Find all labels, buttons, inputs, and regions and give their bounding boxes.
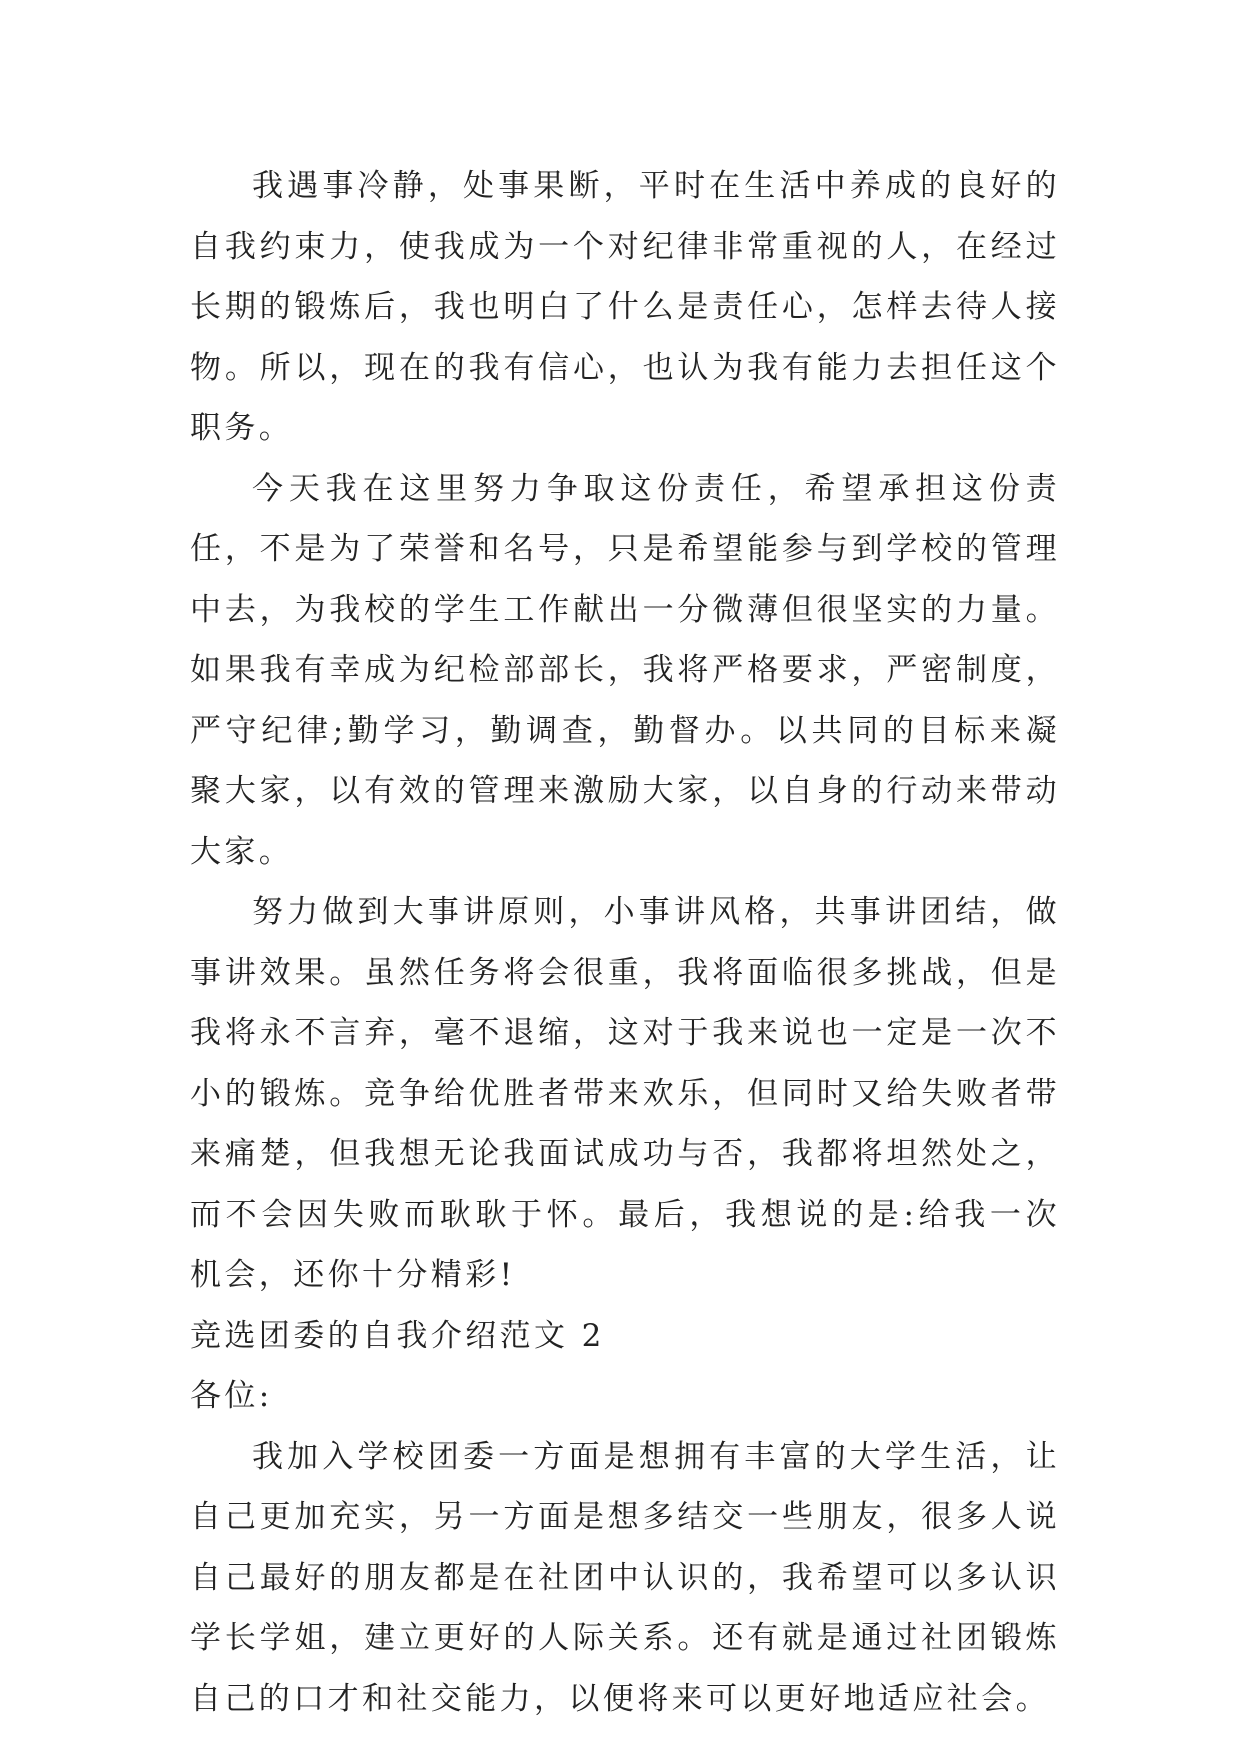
paragraph-responsibility: 今天我在这里努力争取这份责任，希望承担这份责任，不是为了荣誉和名号，只是希望能参与到学校的管理中去，为我校的学生工作献出一分微薄但很坚实的力量。如果我有幸成为纪检部部长，我将严格要求，严密制度，严守纪律;勤学习，勤调查，勤督办。以共同的目标来凝聚大家，以有效的管理来激励大家，以自身的行动来带动大家。 xyxy=(190,470,1060,870)
paragraph-join-league: 我加入学校团委一方面是想拥有丰富的大学生活，让自己更加充实，另一方面是想多结交一些朋友，很多人说自己最好的朋友都是在社团中认识的，我希望可以多认识学长学姐，建立更好的人际关系。还有就是通过社团锻炼自己的口才和社交能力，以便将来可以更好地适应社会。 xyxy=(190,1438,1060,1717)
salutation: 各位: xyxy=(190,1378,273,1414)
paragraph-self-discipline: 我遇事冷静，处事果断，平时在生活中养成的良好的自我约束力，使我成为一个对纪律非常重视的人，在经过长期的锻炼后，我也明白了什么是责任心，怎样去待人接物。所以，现在的我有信心，也认为我有能力去担任这个职务。 xyxy=(190,168,1060,446)
document-body xyxy=(190,156,1060,1729)
section-title: 竞选团委的自我介绍范文 2 xyxy=(190,1317,605,1354)
paragraph-principles: 努力做到大事讲原则，小事讲风格，共事讲团结，做事讲效果。虽然任务将会很重，我将面临很多挑战，但是我将永不言弃，毫不退缩，这对于我来说也一定是一次不小的锻炼。竞争给优胜者带来欢乐，但同时又给失败者带来痛楚，但我想无论我面试成功与否，我都将坦然处之，而不会因失败而耿耿于怀。最后，我想说的是:给我一次机会，还你十分精彩! xyxy=(190,894,1060,1293)
